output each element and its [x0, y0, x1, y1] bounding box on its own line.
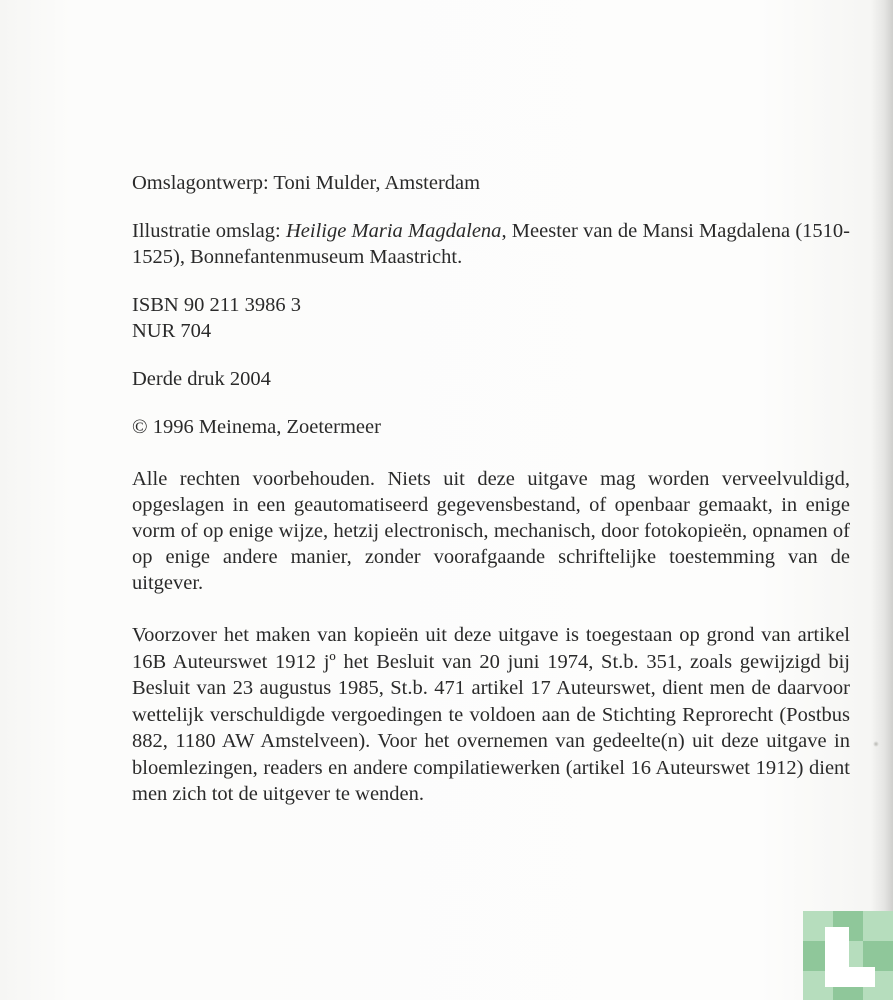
identifiers	[132, 292, 850, 344]
illustration-work-title: Heilige Maria Magdalena	[285, 220, 502, 242]
illustration-prefix: Illustratie omslag:	[132, 220, 286, 242]
isbn: ISBN 90 211 3986 3	[132, 294, 301, 316]
illustration-rest: , Meester van de Mansi Magdalena (1510-1525), Bonnefantenmuseum Maastricht.	[132, 220, 850, 268]
logo-tile	[863, 911, 893, 941]
l-logo-icon	[803, 911, 893, 1000]
paper-speck	[873, 741, 879, 747]
cover-illustration-credit	[132, 218, 850, 270]
rights-reserved-paragraph: Alle rechten voorbehouden. Niets uit deze uitgave mag worden verveelvuldigd, opgeslagen in een geautomatiseerd gegevensbestand, of openbaar gemaakt, in enige vorm of op enige wijze, hetzij electronisch, mechanisch, door fotokopieën, opnamen of op enige andere manier, zonder voorafgaande schriftelijke toestemming van de uitgever.	[132, 468, 850, 594]
edition-note: Derde druk 2004	[132, 368, 271, 390]
colophon	[132, 170, 850, 830]
cover-design-credit: Omslagontwerp: Toni Mulder, Amsterdam	[132, 172, 481, 194]
nur-code: NUR 704	[132, 320, 212, 342]
logo-l-foot	[825, 967, 875, 987]
copyright-notice: © 1996 Meinema, Zoetermeer	[132, 416, 381, 438]
copying-regulation-paragraph: Voorzover het maken van kopieën uit deze uitgave is toegestaan op grond van artikel 16B Auteurswet 1912 jº het Besluit van 20 juni 1974, St.b. 351, zoals gewijzigd bij Besluit van 23 augustus 1985, St.b. 471 artikel 17 Auteurswet, dient men de daarvoor wettelijk verschuldigde vergoedingen te voldoen aan de Stichting Reprorecht (Postbus 882, 1180 AW Amstelveen). Voor het overnemen van gedeelte(n) uit deze uitgave in bloemlezingen, readers en andere compilatiewerken (artikel 16 Auteurswet 1912) dient men zich tot de uitgever te wenden.	[132, 624, 850, 805]
page-edge-shadow	[871, 0, 893, 1000]
